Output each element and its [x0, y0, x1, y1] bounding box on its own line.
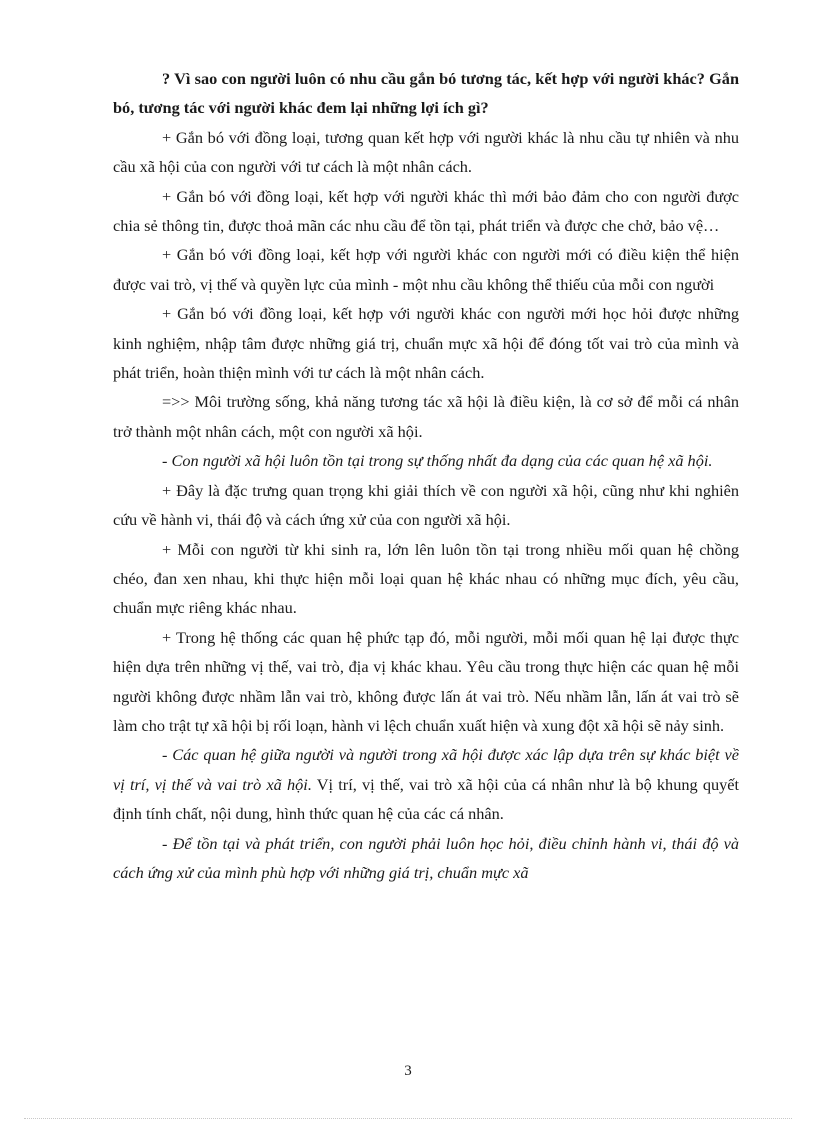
footer-divider	[24, 1118, 792, 1119]
conclusion-paragraph: =>> Môi trường sống, khả năng tương tác xã hội là điều kiện, là cơ sở để mỗi cá nhân trở thành một nhân cách, một con người xã hội.	[113, 392, 739, 441]
body-paragraph: + Gắn bó với đồng loại, kết hợp với người khác thì mới bảo đảm cho con người được chia sẻ thông tin, được thoả mãn các nhu cầu để tồn tại, phát triển và được che chở, bảo vệ…	[113, 186, 739, 236]
body-text: Vị trí, vị thế, vai trò xã hội của cá nhân như là bộ khung quyết định tính chất, nội dung, hình thức quan hệ của các cá nhân.	[113, 774, 739, 824]
body-paragraph: + Mỗi con người từ khi sinh ra, lớn lên luôn tồn tại trong nhiều mối quan hệ chồng chéo, đan xen nhau, khi thực hiện mỗi loại quan hệ khác nhau có những mục đích, yêu cầu, chuẩn mực riêng khác nhau.	[113, 539, 739, 618]
question-heading: ? Vì sao con người luôn có nhu cầu gắn bó tương tác, kết hợp với người khác? Gắn bó, tương tác với người khác đem lại những lợi ích gì?	[113, 69, 739, 118]
body-paragraph: + Đây là đặc trưng quan trọng khi giải thích về con người xã hội, cũng như khi nghiên cứu về hành vi, thái độ và cách ứng xử của con người xã hội.	[113, 480, 739, 530]
italic-point: - Các quan hệ giữa người và người trong xã hội được xác lập dựa trên sự khác biệt về vị trí, vị thế và vai trò xã hội.	[113, 745, 739, 794]
body-paragraph: + Gắn bó với đồng loại, kết hợp với người khác con người mới có điều kiện thể hiện được vai trò, vị thế và quyền lực của mình - một nhu cầu không thể thiếu của mỗi con người	[113, 245, 739, 294]
italic-point: - Để tồn tại và phát triển, con người phải luôn học hỏi, điều chỉnh hành vi, thái độ và cách ứng xử của mình phù hợp với những giá trị, chuẩn mực xã	[113, 833, 739, 882]
italic-point: - Con người xã hội luôn tồn tại trong sự thống nhất đa dạng của các quan hệ xã hội.	[162, 451, 713, 471]
body-paragraph: + Gắn bó với đồng loại, kết hợp với người khác con người mới học hỏi được những kinh nghiệm, nhập tâm được những giá trị, chuẩn mực xã hội để đóng tốt vai trò của mình và phát triển, hoàn thiện mình với tư cách là một nhân cách.	[113, 304, 739, 383]
document-body	[113, 64, 739, 887]
body-paragraph: + Trong hệ thống các quan hệ phức tạp đó, mỗi người, mỗi mối quan hệ lại được thực hiện dựa trên những vị thế, vai trò, địa vị khác khau. Yêu cầu trong thực hiện các quan hệ mỗi người không được nhầm lẫn vai trò, không được lấn át vai trò. Nếu nhầm lẫn, lấn át vai trò sẽ làm cho trật tự xã hội bị rối loạn, hành vi lệch chuẩn xuất hiện và xung đột xã hội sẽ nảy sinh.	[113, 627, 739, 735]
page-number: 3	[404, 1063, 412, 1079]
body-paragraph: + Gắn bó với đồng loại, tương quan kết hợp với người khác là nhu cầu tự nhiên và nhu cầu xã hội của con người với tư cách là một nhân cách.	[113, 127, 739, 177]
mixed-paragraph	[113, 740, 739, 828]
